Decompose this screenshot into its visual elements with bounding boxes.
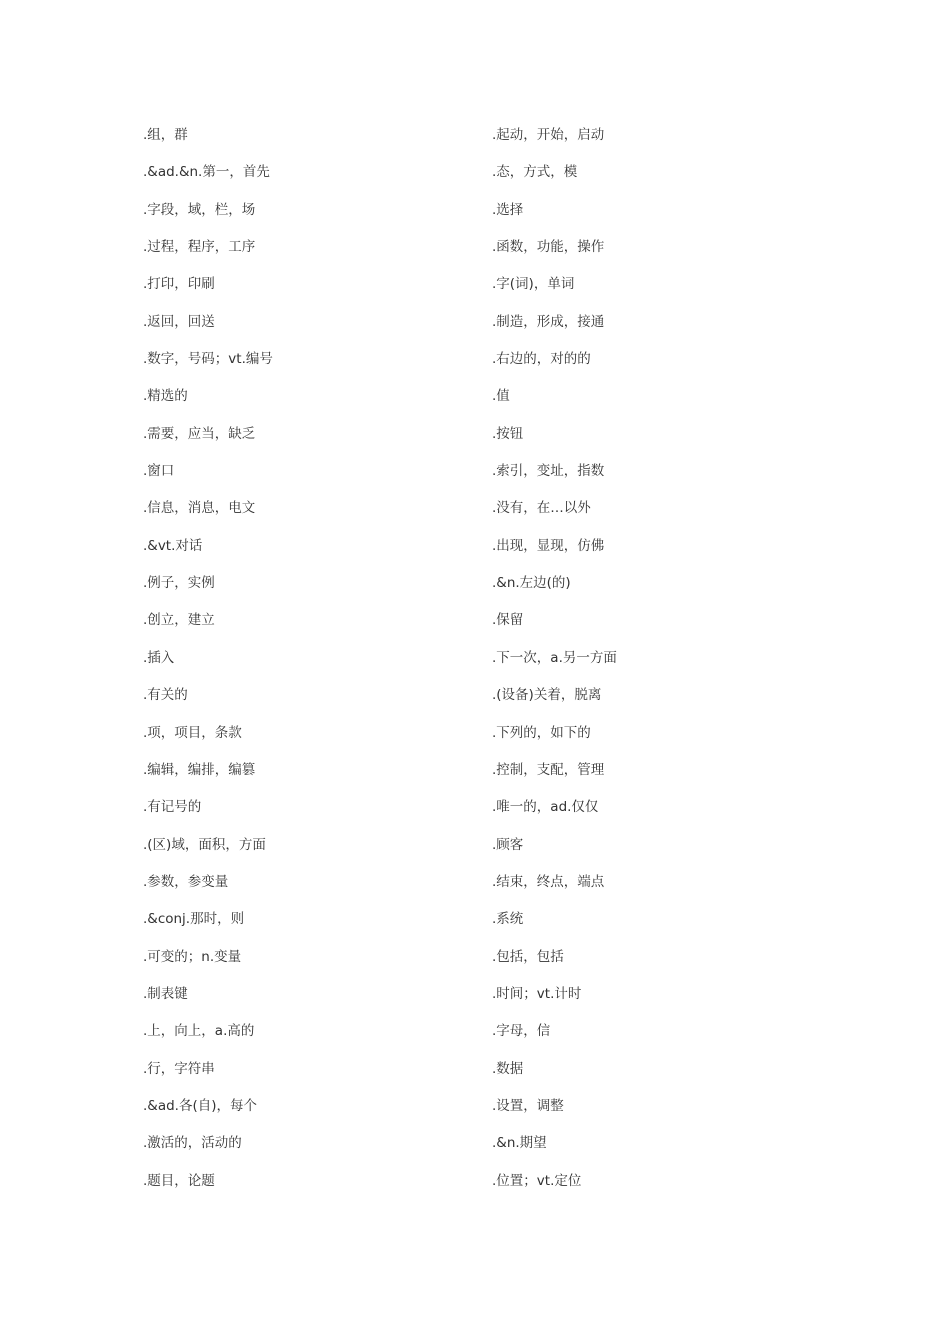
vocab-entry: .索引，变址，指数 [492, 463, 605, 480]
vocab-entry: .按钮 [492, 425, 524, 442]
vocab-entry: .制表键 [143, 985, 188, 1002]
vocab-entry: .顾客 [492, 836, 524, 853]
vocab-entry: .包括，包括 [492, 948, 564, 965]
vocab-entry: .上，向上，a.高的 [143, 1023, 255, 1040]
vocab-entry: .函数，功能，操作 [492, 239, 605, 256]
vocab-entry: .项，项目，条款 [143, 724, 242, 741]
vocab-entry: .需要，应当，缺乏 [143, 425, 256, 442]
vocab-entry: .窗口 [143, 463, 175, 480]
vocab-entry: .字母，信 [492, 1023, 551, 1040]
vocab-entry: .选择 [492, 201, 524, 218]
vocab-entry: .&ad.&n.第一，首先 [143, 164, 270, 181]
vocab-entry: .&n.期望 [492, 1135, 547, 1152]
vocab-entry: .保留 [492, 612, 524, 629]
vocab-entry: .下一次，a.另一方面 [492, 649, 617, 666]
vocab-entry: .参数，参变量 [143, 873, 229, 890]
vocab-entry: .结束，终点，端点 [492, 873, 605, 890]
vocab-entry: .题目，论题 [143, 1172, 215, 1189]
vocab-entry: .过程，程序，工序 [143, 239, 256, 256]
vocab-entry: .出现，显现，仿佛 [492, 537, 605, 554]
vocab-entry: .有关的 [143, 687, 188, 704]
vocab-entry: .时间；vt.计时 [492, 985, 582, 1002]
vocab-entry: .信息，消息，电文 [143, 500, 256, 517]
vocab-entry: .&n.左边(的) [492, 575, 571, 592]
vocab-entry: .精选的 [143, 388, 188, 405]
vocab-entry: .例子，实例 [143, 575, 215, 592]
vocab-entry: .右边的，对的的 [492, 351, 591, 368]
right-column [492, 117, 852, 1200]
left-column [143, 117, 503, 1200]
vocab-entry: .值 [492, 388, 510, 405]
vocab-entry: .唯一的，ad.仅仅 [492, 799, 599, 816]
vocab-entry: .字(词)，单词 [492, 276, 575, 293]
vocab-entry: .组，群 [143, 127, 188, 143]
vocab-entry: .(区)域，面积，方面 [143, 836, 266, 853]
vocab-entry: .制造，形成，接通 [492, 313, 605, 330]
vocab-entry: .打印，印刷 [143, 276, 215, 293]
vocab-entry: .控制，支配，管理 [492, 761, 605, 778]
vocab-entry: .返回，回送 [143, 313, 215, 330]
vocab-entry: .(设备)关着，脱离 [492, 687, 602, 704]
vocab-entry: .创立，建立 [143, 612, 215, 629]
vocab-entry: .数字，号码；vt.编号 [143, 351, 273, 368]
vocab-entry: .插入 [143, 649, 175, 666]
vocab-entry: .编辑，编排，编篡 [143, 761, 256, 778]
vocab-entry: .没有，在…以外 [492, 500, 591, 517]
vocab-entry: .&conj.那时，则 [143, 911, 245, 928]
vocab-entry: .设置，调整 [492, 1097, 564, 1114]
vocab-entry: .系统 [492, 911, 524, 928]
vocab-entry: .&vt.对话 [143, 537, 203, 554]
vocab-entry: .有记号的 [143, 799, 202, 816]
vocab-entry: .&ad.各(自)，每个 [143, 1097, 257, 1114]
vocab-entry: .数据 [492, 1060, 524, 1077]
vocab-entry: .字段，域，栏，场 [143, 201, 256, 218]
vocab-entry: .下列的，如下的 [492, 724, 591, 741]
vocab-entry: .态，方式，模 [492, 164, 578, 181]
vocab-entry: .激活的，活动的 [143, 1135, 242, 1152]
vocab-entry: .位置；vt.定位 [492, 1172, 582, 1189]
vocab-entry: .可变的；n.变量 [143, 948, 242, 965]
vocab-entry: .行，字符串 [143, 1060, 215, 1077]
vocab-entry: .起动，开始，启动 [492, 127, 605, 143]
